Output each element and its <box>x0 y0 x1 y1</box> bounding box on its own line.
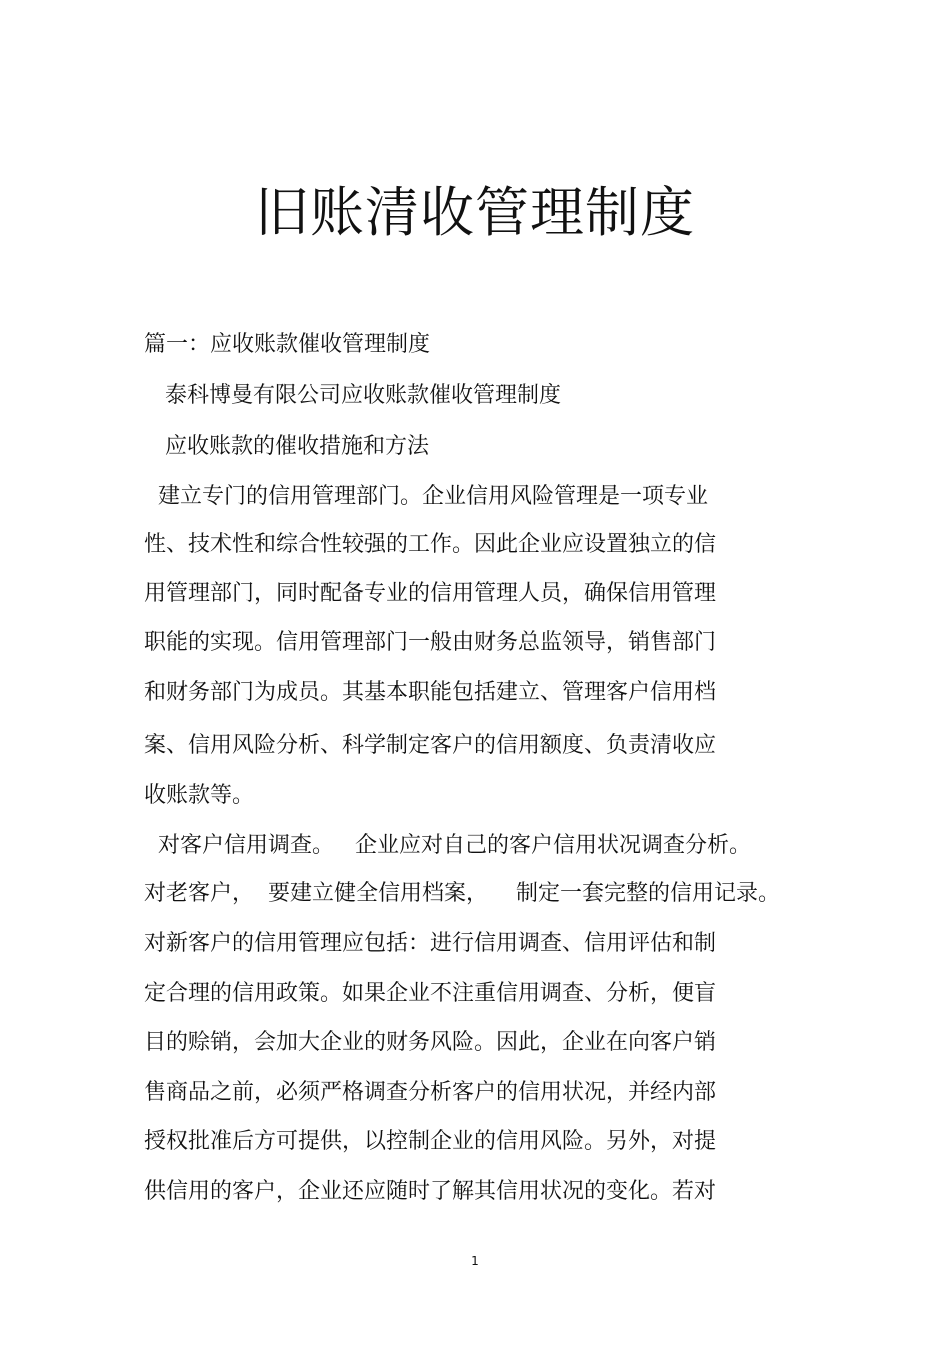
text-line: 供信用的客户，企业还应随时了解其信用状况的变化。若对 <box>144 1179 717 1204</box>
text-line: 对客户信用调查。 企业应对自己的客户信用状况调查分析。 <box>144 833 751 858</box>
text-line: 建立专门的信用管理部门。企业信用风险管理是一项专业 <box>144 484 708 509</box>
text-line: 对老客户， 要建立健全信用档案， 制定一套完整的信用记录。 <box>144 881 780 906</box>
document-title: 旧账清收管理制度 <box>255 181 695 244</box>
text-line: 和财务部门为成员。其基本职能包括建立、管理客户信用档 <box>144 680 717 705</box>
text-line: 售商品之前，必须严格调查分析客户的信用状况，并经内部 <box>144 1080 717 1105</box>
text-line: 篇一：应收账款催收管理制度 <box>144 332 431 357</box>
text-line: 目的赊销，会加大企业的财务风险。因此，企业在向客户销 <box>144 1030 717 1055</box>
page-number: 1 <box>471 1254 479 1268</box>
text-line: 泰科博曼有限公司应收账款催收管理制度 <box>144 383 561 408</box>
text-line: 用管理部门，同时配备专业的信用管理人员，确保信用管理 <box>144 581 717 606</box>
text-line: 对新客户的信用管理应包括：进行信用调查、信用评估和制 <box>144 931 717 956</box>
text-line: 定合理的信用政策。如果企业不注重信用调查、分析，便盲 <box>144 981 717 1006</box>
text-line: 授权批准后方可提供，以控制企业的信用风险。另外，对提 <box>144 1129 717 1154</box>
text-line: 收账款等。 <box>144 783 255 808</box>
text-line: 应收账款的催收措施和方法 <box>144 434 429 459</box>
text-line: 案、信用风险分析、科学制定客户的信用额度、负责清收应 <box>144 733 717 758</box>
text-line: 性、技术性和综合性较强的工作。因此企业应设置独立的信 <box>144 532 717 557</box>
text-line: 职能的实现。信用管理部门一般由财务总监领导，销售部门 <box>144 630 717 655</box>
